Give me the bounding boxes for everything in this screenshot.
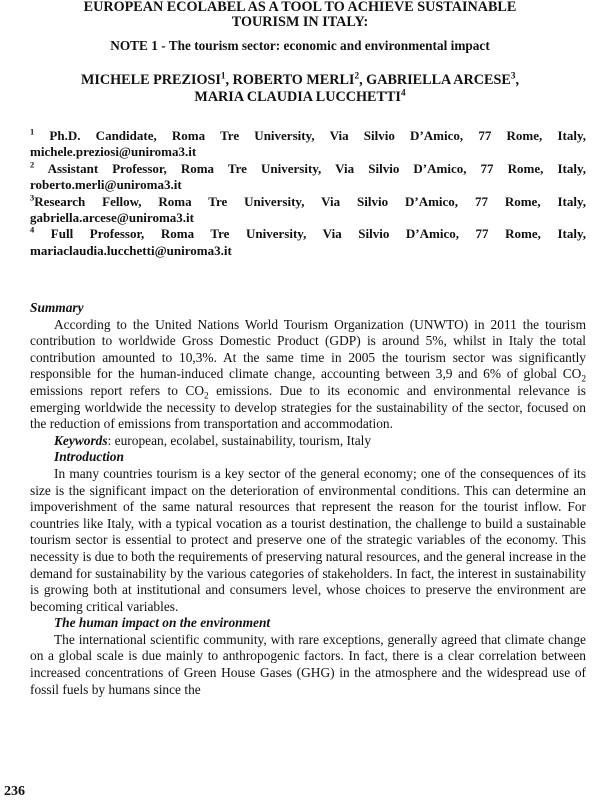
paper-body	[30, 300, 586, 698]
affiliation-item	[30, 161, 586, 194]
introduction-paragraph: In many countries tourism is a key sector of the general economy; one of the consequences of its size is the significant impact on the deterioration of environmental conditions. This can determine an impoverishment of the same natural resources that represent the reason for the tourist inflow. For countries like Italy, with a typical vocation as a tourist destination, the challenge to build a sustainable tourism sector is essential to protect and preserve one of the strategic variables of the economy. This necessity is due to both the requirements of preserving natural resources, and the general increase in the demand for sustainability by the various categories of stakeholders. In fact, the interest in sustainability is growing both at institutional and consumers level, whose choices to preserve the environment are becoming critical variables.	[30, 465, 586, 614]
author-list	[16, 72, 584, 106]
title-line-2: TOURISM IN ITALY:	[231, 14, 369, 30]
affiliation-number: 3	[30, 192, 35, 203]
author-separator: ,	[515, 72, 519, 88]
summary-heading: Summary	[30, 300, 84, 315]
human-impact-heading: The human impact on the environment	[54, 615, 271, 631]
affiliation-text: Ph.D. Candidate, Roma Tre University, Via Silvio D’Amico, 77 Rome, Italy, michele.preziosi@uniroma3.it	[30, 128, 586, 160]
co2-subscript: 2	[204, 391, 209, 402]
author-separator: ,	[359, 72, 367, 88]
keywords-label: Keywords	[54, 432, 108, 448]
keywords-line	[30, 433, 586, 450]
affiliation-item	[30, 226, 586, 259]
paper-subtitle: NOTE 1 - The tourism sector: economic and environmental impact	[110, 38, 490, 53]
author-sup: 2	[354, 70, 360, 81]
author-sup: 1	[220, 70, 226, 81]
author-name: GABRIELLA ARCESE	[366, 72, 511, 88]
affiliation-number: 4	[30, 225, 35, 236]
author-name: ROBERTO MERLI	[232, 72, 355, 88]
affiliation-item	[30, 128, 586, 161]
page-number: 236	[4, 784, 25, 799]
author-sup: 4	[400, 87, 406, 98]
affiliation-number: 1	[30, 126, 35, 137]
affiliation-item	[30, 194, 586, 227]
summary-paragraph	[30, 317, 586, 433]
affiliation-number: 2	[30, 159, 35, 170]
summary-text-2: emissions report refers to CO	[30, 382, 204, 398]
author-separator: ,	[225, 72, 233, 88]
keywords-text: : european, ecolabel, sustainability, tourism, Italy	[107, 432, 372, 448]
introduction-heading: Introduction	[54, 449, 124, 465]
affiliation-text: Assistant Professor, Roma Tre University, Via Silvio D’Amico, 77 Rome, Italy, roberto.merli@uniroma3.it	[30, 160, 586, 193]
affiliation-text: Full Professor, Roma Tre University, Via Silvio D’Amico, 77 Rome, Italy, mariaclaudia.lucchetti@uniroma3.it	[30, 226, 586, 258]
author-name: MARIA CLAUDIA LUCCHETTI	[194, 89, 401, 105]
author-line-2	[16, 89, 584, 106]
co2-subscript: 2	[581, 375, 586, 386]
author-sup: 3	[510, 70, 516, 81]
paper-title	[16, 0, 584, 30]
author-name: MICHELE PREZIOSI	[80, 72, 221, 88]
summary-text-3: emissions. Due to its economic and environmental relevance is emerging worldwide the necessity to develop strategies for the sustainability of the sector, focused on the reduction of emissions from transportation and accommodation.	[30, 382, 587, 432]
title-line-1: EUROPEAN ECOLABEL AS A TOOL TO ACHIEVE SUSTAINABLE	[83, 0, 517, 15]
summary-text-1: According to the United Nations World Tourism Organization (UNWTO) in 2011 the tourism contribution to worldwide Gross Domestic Product (GDP) is around 5%, whilst in Italy the total contribution amounted to 10,3%. At the same time in 2005 the tourism sector was significantly responsible for the human-induced climate change, accounting between 3,9 and 6% of global CO	[30, 316, 586, 382]
affiliations	[30, 128, 586, 259]
affiliation-text: Research Fellow, Roma Tre University, Via Silvio D’Amico, 77 Rome, Italy, gabriella.arcese@uniroma3.it	[30, 193, 586, 226]
author-line-1	[16, 72, 584, 89]
human-impact-paragraph: The international scientific community, with rare exceptions, generally agreed that climate change on a global scale is due mainly to anthropogenic factors. In fact, there is a clear correlation between increased concentrations of Green House Gases (GHG) in the atmosphere and the widespread use of fossil fuels by humans since the	[30, 631, 586, 697]
